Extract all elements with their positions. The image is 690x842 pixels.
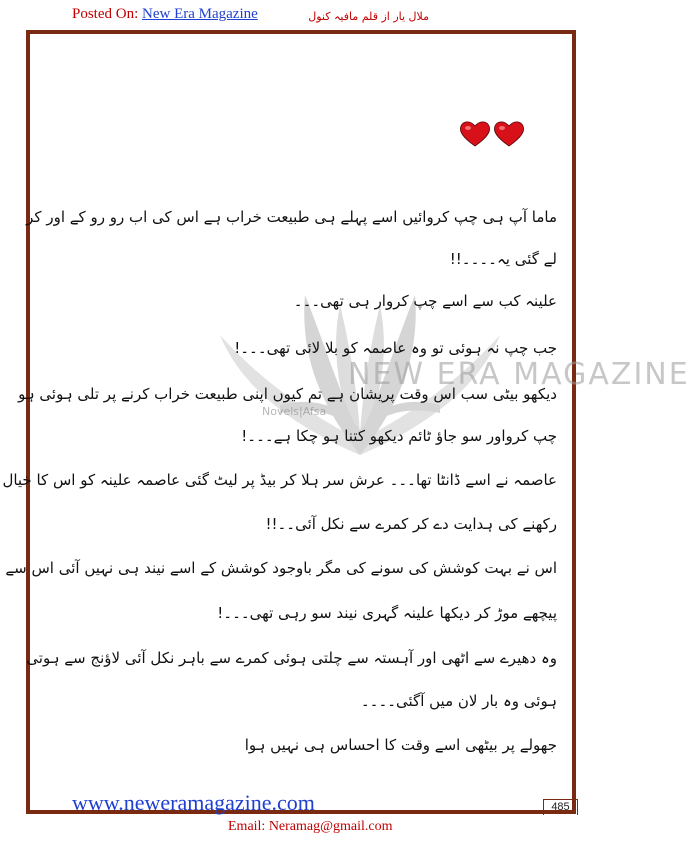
story-line: لے گئی یہ۔۔۔۔!!: [449, 250, 557, 268]
story-line: جھولے پر بیٹھی اسے وقت کا احساس ہی نہیں ہوا: [244, 736, 557, 754]
story-line: عاصمہ نے اسے ڈانٹا تھا۔۔۔ عرش سر ہلا کر بیڈ پر لیٹ گئی عاصمہ علینہ کو اس کا خیال: [2, 471, 557, 489]
story-line: چپ کرواور سو جاؤ ٹائم دیکھو کتنا ہو چکا ہے۔۔۔!: [241, 427, 557, 445]
story-line: وہ دھیرے سے اٹھی اور آہستہ سے چلتی ہوئی کمرے سے باہر نکل آئی لاؤنج سے ہوتی: [26, 649, 557, 667]
watermark-title: NEW ERA MAGAZINE: [348, 357, 690, 392]
posted-on-label: Posted On:: [72, 6, 139, 22]
novel-info: ملال یار از قلم مافیہ کنول: [308, 10, 429, 23]
story-line: ہوئی وہ بار لان میں آگئی۔۔۔۔: [360, 692, 557, 710]
story-line: جب چپ نہ ہوئی تو وہ عاصمہ کو بلا لائی تھی۔۔۔!: [234, 339, 557, 357]
hearts-icon: [458, 120, 526, 148]
watermark-subtitle: Novels|Afsa: [262, 405, 327, 418]
posted-on-header: [72, 6, 258, 23]
page-number: 485: [543, 799, 578, 815]
story-line: ماما آپ ہی چپ کروائیں اسے پہلے ہی طبیعت خراب ہے اس کی اب رو رو کے اور کر: [26, 208, 557, 226]
footer-email[interactable]: Email: Neramag@gmail.com: [228, 819, 393, 834]
story-line: دیکھو بیٹی سب اس وقت پریشان ہے تم کیوں اپنی طبیعت خراب کرنے پر تلی ہوئی ہو: [18, 385, 557, 403]
story-line: اس نے بہت کوشش کی سونے کی مگر باوجود کوشش کے اسے نیند ہی نہیں آئی اس سے: [5, 559, 557, 577]
story-line: علینہ کب سے اسے چپ کروار ہی تھی۔۔۔: [293, 292, 557, 310]
magazine-link[interactable]: New Era Magazine: [142, 6, 258, 22]
story-line: رکھنے کی ہدایت دے کر کمرے سے نکل آئی۔۔!!: [265, 515, 557, 533]
footer-website-link[interactable]: www.neweramagazine.com: [72, 790, 315, 815]
story-line: پیچھے موڑ کر دیکھا علینہ گہری نیند سو رہی تھی۔۔۔!: [217, 604, 557, 622]
